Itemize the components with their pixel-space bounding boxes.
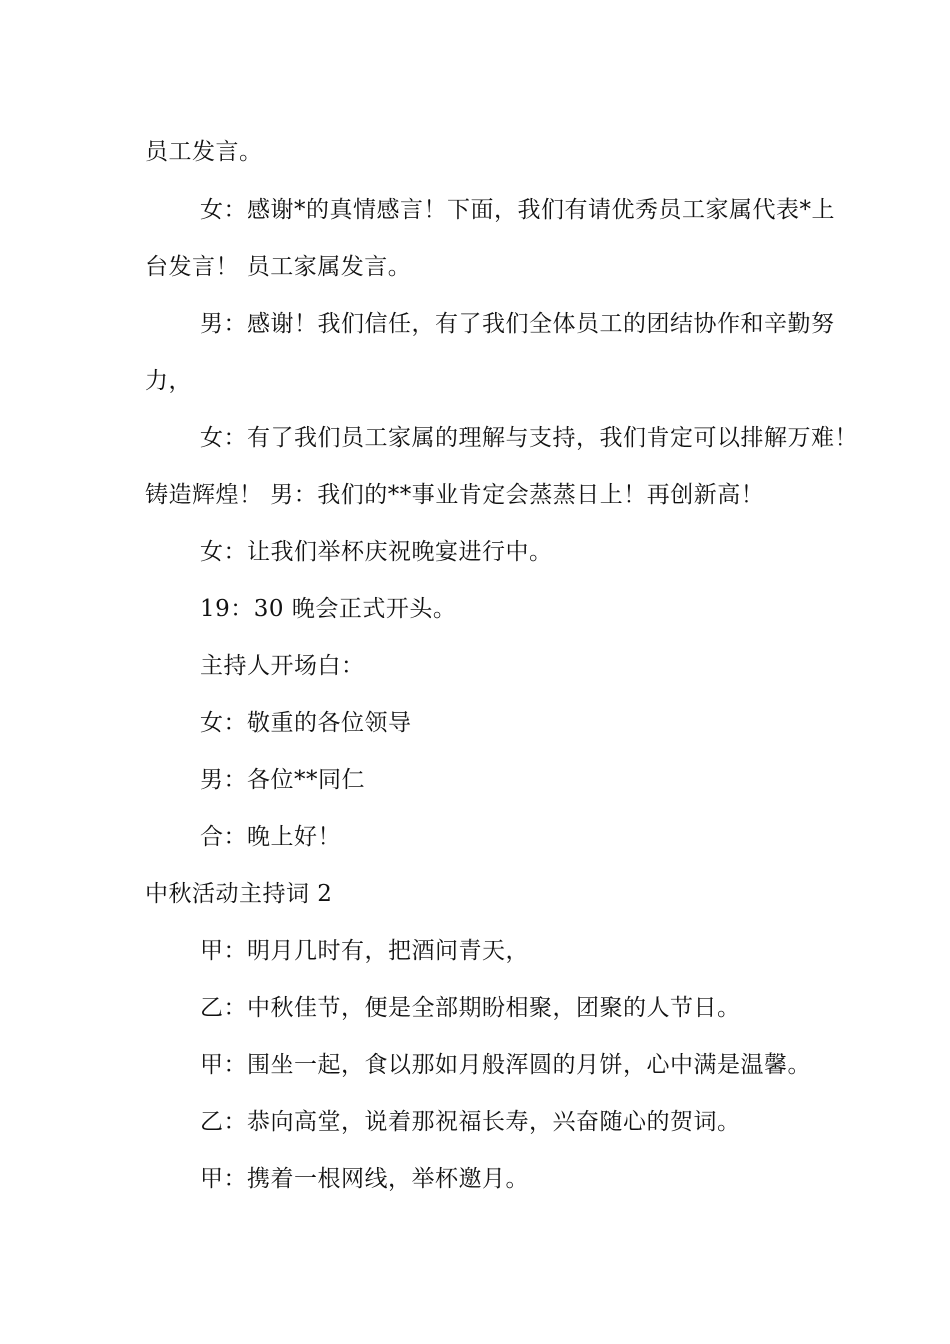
text-line: 主持人开场白： <box>200 653 365 679</box>
text-line: 台发言！ 员工家属发言。 <box>145 254 412 280</box>
text-line: 铸造辉煌！ 男：我们的**事业肯定会蒸蒸日上！再创新高！ <box>145 482 765 508</box>
text-line: 女：有了我们员工家属的理解与支持，我们肯定可以排解万难！ <box>200 425 858 451</box>
section-heading: 中秋活动主持词 2 <box>145 881 333 907</box>
text-line: 女：敬重的各位领导 <box>200 710 412 736</box>
text-line: 甲：围坐一起，食以那如月般浑圆的月饼，心中满是温馨。 <box>200 1052 811 1078</box>
text-line: 乙：中秋佳节，便是全部期盼相聚，团聚的人节日。 <box>200 995 741 1021</box>
text-line: 力， <box>145 368 192 394</box>
text-line: 乙：恭向高堂，说着那祝福长寿，兴奋随心的贺词。 <box>200 1109 741 1135</box>
text-line: 女：让我们举杯庆祝晚宴进行中。 <box>200 539 553 565</box>
text-line: 合：晚上好！ <box>200 824 341 850</box>
text-line: 员工发言。 <box>145 139 263 165</box>
text-line: 19：30 晚会正式开头。 <box>200 596 457 622</box>
text-line: 女：感谢*的真情感言！下面，我们有请优秀员工家属代表*上 <box>200 197 835 223</box>
text-line: 男：感谢！我们信任，有了我们全体员工的团结协作和辛勤努 <box>200 311 835 337</box>
text-line: 男：各位**同仁 <box>200 767 365 793</box>
text-line: 甲：携着一根网线，举杯邀月。 <box>200 1166 529 1192</box>
text-line: 甲：明月几时有，把酒问青天， <box>200 938 529 964</box>
